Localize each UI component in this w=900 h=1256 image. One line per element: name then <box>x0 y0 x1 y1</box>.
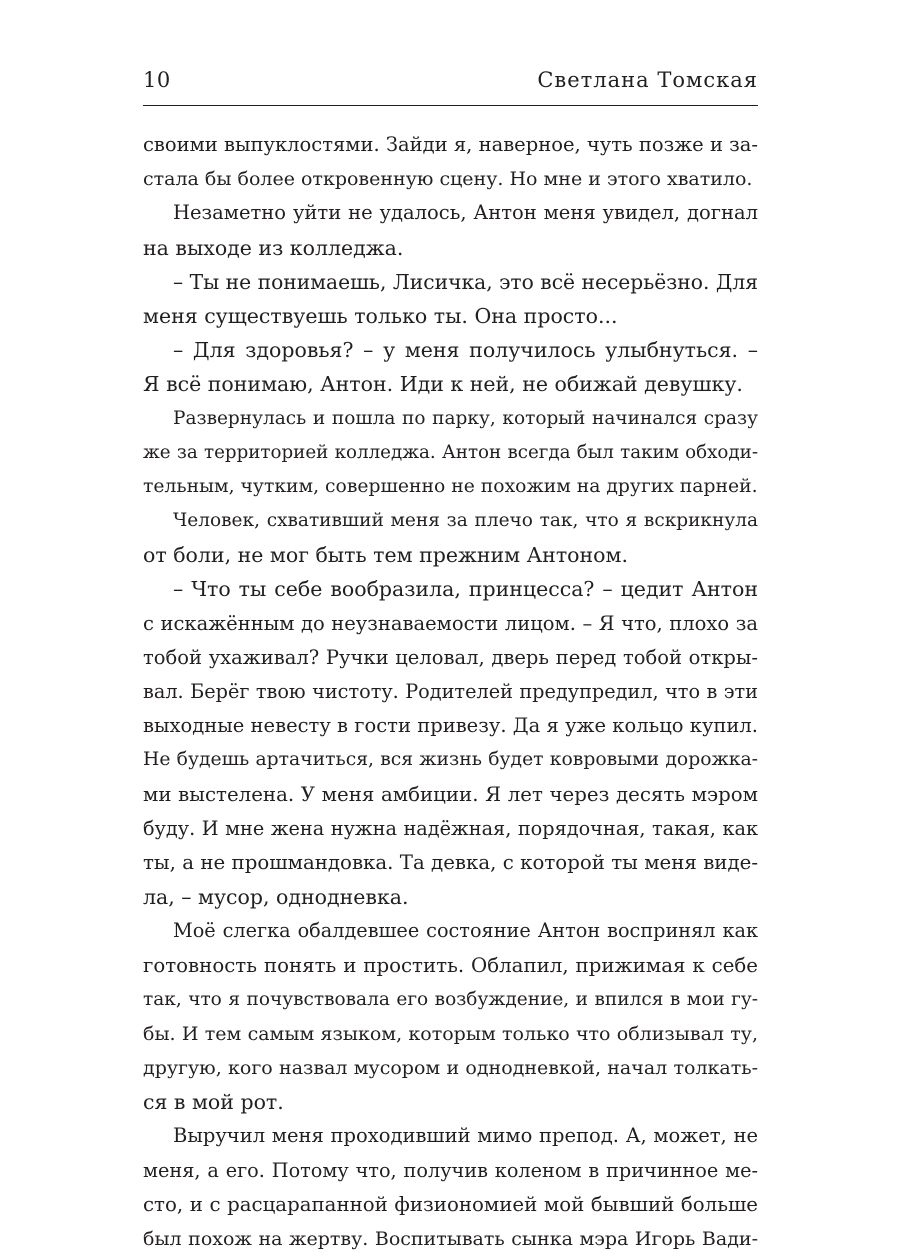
text-line: – Что ты себе вообразила, принцесса? – цедит Антон <box>173 577 758 602</box>
text-line: так, что я почувствовала его возбуждение, и впился в мои гу- <box>143 988 758 1010</box>
author-name: Светлана Томская <box>537 68 758 92</box>
text-line: ла, – мусор, однодневка. <box>143 885 409 910</box>
body-text <box>143 128 758 1256</box>
text-line: с искажённым до неузнаваемости лицом. – Я что, плохо за <box>143 611 758 635</box>
text-line: Моё слегка обалдевшее состояние Антон воспринял как <box>173 919 758 943</box>
text-line: на выходе из колледжа. <box>143 235 404 260</box>
text-line: был похож на жертву. Воспитывать сынка мэра Игорь Вади- <box>143 1228 758 1250</box>
text-line: своими выпуклостями. Зайди я, наверное, чуть позже и за- <box>143 133 758 156</box>
text-line: ся в мой рот. <box>143 1090 284 1115</box>
text-line: Незаметно уйти не удалось, Антон меня увидел, догнал <box>173 201 758 225</box>
text-line: Я всё понимаю, Антон. Иди к ней, не обижай девушку. <box>143 372 743 397</box>
text-line: Человек, схвативший меня за плечо так, что я вскрикнула <box>173 510 758 532</box>
text-line: тобой ухаживал? Ручки целовал, дверь перед тобой откры- <box>143 645 758 669</box>
text-line: – Для здоровья? – у меня получилось улыбнуться. – <box>173 338 758 363</box>
text-line: Не будешь артачиться, вся жизнь будет ковровыми дорожка- <box>143 749 758 771</box>
page-number: 10 <box>143 68 171 92</box>
text-line: меня, а его. Потому что, получив коленом в причинное ме- <box>143 1158 758 1182</box>
text-line: буду. И мне жена нужна надёжная, порядочная, такая, как <box>143 816 758 840</box>
text-line: Развернулась и пошла по парку, который начинался сразу <box>173 407 758 429</box>
text-line: вал. Берёг твою чистоту. Родителей предупредил, что в эти <box>143 680 758 703</box>
text-line: другую, кого назвал мусором и однодневкой, начал толкать- <box>143 1057 758 1080</box>
text-line: же за территорией колледжа. Антон всегда был таким обходи- <box>143 441 758 463</box>
running-head <box>143 62 758 102</box>
text-line: ми выстелена. У меня амбиции. Я лет через десять мэром <box>143 782 758 806</box>
text-line: меня существуешь только ты. Она просто... <box>143 303 618 328</box>
text-line: бы. И тем самым языком, которым только что облизывал ту, <box>143 1022 758 1045</box>
text-line: выходные невесту в гости привезу. Да я уже кольцо купил. <box>143 714 758 738</box>
text-line: готовность понять и простить. Облапил, прижимая к себе <box>143 953 758 977</box>
text-line: сто, и с расцарапанной физиономией мой бывший больше <box>143 1192 758 1216</box>
text-line: ты, а не прошмандовка. Та девка, с которой ты меня виде- <box>143 850 758 874</box>
text-line: Выручил меня проходивший мимо препод. А, может, не <box>173 1124 758 1148</box>
text-line: стала бы более откровенную сцену. Но мне и этого хватило. <box>143 168 753 191</box>
text-line: тельным, чутким, совершенно не похожим на других парней. <box>143 475 758 497</box>
header-rule <box>143 105 758 106</box>
text-line: от боли, не мог быть тем прежним Антоном. <box>143 543 628 568</box>
text-line: – Ты не понимаешь, Лисичка, это всё несерьёзно. Для <box>173 269 758 294</box>
